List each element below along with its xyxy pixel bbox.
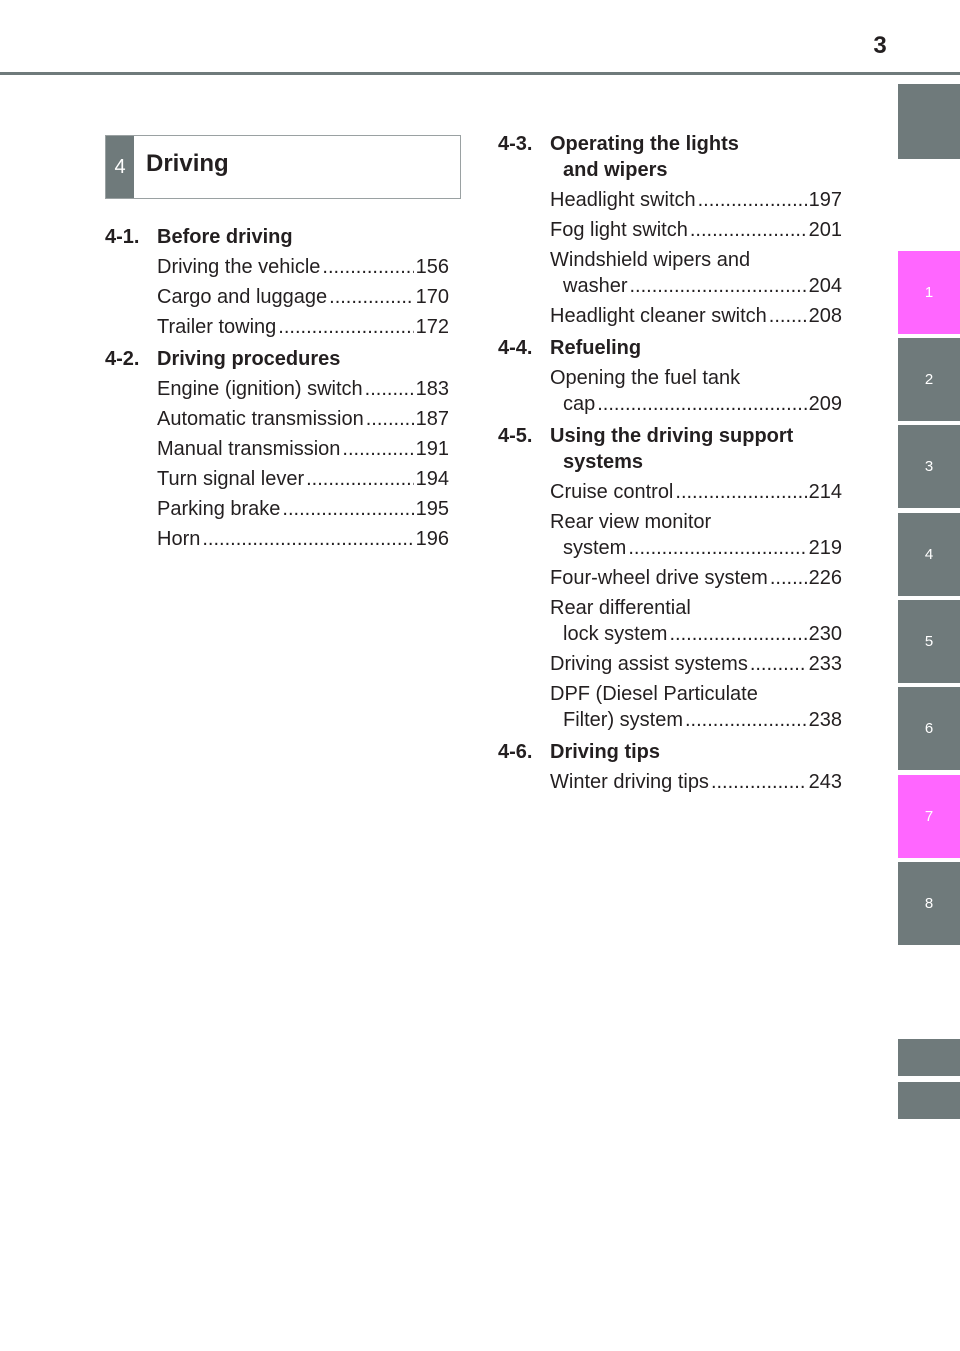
toc-entry-title: Trailer towing — [157, 316, 277, 338]
subsection-title — [550, 739, 842, 765]
toc-entry-title: Opening the fuel tank — [550, 367, 741, 389]
toc-entry[interactable] — [550, 565, 842, 591]
subsection-title — [550, 131, 842, 183]
toc-entry[interactable] — [550, 217, 842, 243]
toc-subsection-heading[interactable] — [498, 739, 842, 765]
toc-page-number: 233 — [808, 653, 842, 675]
dot-leader — [698, 187, 807, 213]
toc-group — [498, 131, 842, 329]
toc-group — [105, 346, 449, 552]
toc-entry[interactable] — [550, 479, 842, 505]
toc-page-number: 170 — [415, 286, 449, 308]
subsection-title-line: Before driving — [157, 226, 293, 248]
toc-page-number: 156 — [415, 256, 449, 278]
toc-page-number: 204 — [808, 275, 842, 297]
dot-leader — [306, 466, 414, 492]
header-divider — [0, 72, 960, 75]
toc-column-left — [105, 224, 449, 558]
subsection-number: 4-5. — [498, 425, 533, 447]
toc-page-number: 208 — [808, 305, 842, 327]
toc-group — [498, 335, 842, 417]
dot-leader — [202, 526, 413, 552]
toc-entry-title-line: washer — [563, 275, 628, 297]
chapter-tab-blank[interactable] — [898, 84, 960, 159]
dot-leader — [711, 769, 807, 795]
toc-entry-title: Headlight switch — [550, 189, 696, 211]
toc-entry-title: Four-wheel drive system — [550, 567, 768, 589]
toc-entry-title-line: lock system — [563, 623, 668, 645]
toc-entry-continuation — [550, 391, 842, 417]
chapter-tab-5[interactable]: 5 — [898, 600, 960, 683]
dot-leader — [366, 406, 414, 432]
toc-entry-title: Manual transmission — [157, 438, 341, 460]
toc-entry-title-line: system — [563, 537, 627, 559]
dot-leader — [669, 621, 806, 647]
chapter-tab-blank[interactable] — [898, 1082, 960, 1119]
subsection-number: 4-2. — [105, 348, 140, 370]
chapter-tab-7[interactable]: 7 — [898, 775, 960, 858]
toc-page-number: 230 — [808, 623, 842, 645]
toc-entry[interactable] — [157, 254, 449, 280]
subsection-number: 4-1. — [105, 226, 140, 248]
dot-leader — [690, 217, 807, 243]
subsection-title-line: Refueling — [550, 337, 642, 359]
toc-page-number: 209 — [808, 393, 842, 415]
toc-entry[interactable] — [550, 681, 842, 733]
dot-leader — [629, 273, 806, 299]
toc-entry-continuation — [550, 621, 842, 647]
toc-entry[interactable] — [550, 651, 842, 677]
toc-group — [498, 423, 842, 733]
toc-entry[interactable] — [550, 303, 842, 329]
toc-entry-continuation — [550, 273, 842, 299]
toc-page-number: 197 — [808, 189, 842, 211]
toc-entry[interactable] — [157, 376, 449, 402]
toc-entry[interactable] — [157, 406, 449, 432]
toc-subsection-heading[interactable] — [105, 346, 449, 372]
toc-page-number: 194 — [415, 468, 449, 490]
subsection-number: 4-4. — [498, 337, 533, 359]
toc-page-number: 243 — [808, 771, 842, 793]
toc-entry[interactable] — [550, 247, 842, 299]
toc-entry-title: Rear differential — [550, 597, 691, 619]
toc-entry-title: Driving the vehicle — [157, 256, 321, 278]
subsection-title — [157, 224, 449, 250]
dot-leader — [628, 535, 806, 561]
subsection-number: 4-3. — [498, 133, 533, 155]
toc-entry-title: Windshield wipers and — [550, 249, 751, 271]
dot-leader — [329, 284, 413, 310]
toc-entry-title: Horn — [157, 528, 201, 550]
toc-entry-title: Driving assist systems — [550, 653, 748, 675]
toc-entry-title-line: cap — [563, 393, 596, 415]
toc-subsection-heading[interactable] — [105, 224, 449, 250]
dot-leader — [597, 391, 806, 417]
dot-leader — [322, 254, 413, 280]
chapter-tab-blank[interactable] — [898, 1039, 960, 1076]
subsection-title-line: Using the driving support — [550, 425, 794, 447]
subsection-title-line: Driving tips — [550, 741, 661, 763]
toc-entry-title: Headlight cleaner switch — [550, 305, 767, 327]
toc-entry-title: Cruise control — [550, 481, 674, 503]
dot-leader — [282, 496, 413, 522]
toc-entry[interactable] — [550, 595, 842, 647]
subsection-title — [550, 423, 842, 475]
toc-entry[interactable] — [550, 509, 842, 561]
toc-page-number: 238 — [808, 709, 842, 731]
chapter-tab-6[interactable]: 6 — [898, 687, 960, 770]
section-header — [105, 135, 461, 199]
toc-entry[interactable] — [157, 466, 449, 492]
section-title: Driving — [146, 150, 229, 177]
toc-entry[interactable] — [157, 284, 449, 310]
toc-entry[interactable] — [157, 436, 449, 462]
dot-leader — [675, 479, 806, 505]
toc-page-number: 201 — [808, 219, 842, 241]
toc-column-right — [498, 131, 842, 801]
toc-entry[interactable] — [550, 365, 842, 417]
toc-page-number: 172 — [415, 316, 449, 338]
toc-entry-title: Cargo and luggage — [157, 286, 328, 308]
toc-page-number: 183 — [415, 378, 449, 400]
subsection-title-line: Driving procedures — [157, 348, 341, 370]
toc-entry-title: Engine (ignition) switch — [157, 378, 363, 400]
toc-page-number: 187 — [415, 408, 449, 430]
chapter-tab-3[interactable]: 3 — [898, 425, 960, 508]
chapter-tab-1[interactable]: 1 — [898, 251, 960, 334]
subsection-title-line: and wipers — [563, 159, 668, 181]
toc-page-number: 226 — [808, 567, 842, 589]
toc-entry-continuation — [550, 535, 842, 561]
dot-leader — [769, 303, 807, 329]
toc-entry-continuation — [550, 707, 842, 733]
toc-subsection-heading[interactable] — [498, 423, 842, 475]
subsection-title — [157, 346, 449, 372]
toc-entry[interactable] — [157, 526, 449, 552]
dot-leader — [278, 314, 413, 340]
dot-leader — [770, 565, 807, 591]
toc-entry-title: Rear view monitor — [550, 511, 712, 533]
toc-entry-title: Parking brake — [157, 498, 281, 520]
toc-entry[interactable] — [550, 769, 842, 795]
toc-entry[interactable] — [157, 496, 449, 522]
dot-leader — [342, 436, 413, 462]
page-number: 3 — [873, 32, 887, 59]
section-number: 4 — [106, 136, 134, 198]
toc-entry-title: Fog light switch — [550, 219, 688, 241]
toc-entry-title: DPF (Diesel Particulate — [550, 683, 758, 705]
toc-subsection-heading[interactable] — [498, 335, 842, 361]
dot-leader — [750, 651, 807, 677]
subsection-title-line: Operating the lights — [550, 133, 739, 155]
toc-entry[interactable] — [157, 314, 449, 340]
toc-entry-title-line: Filter) system — [563, 709, 683, 731]
toc-group — [105, 224, 449, 340]
chapter-tab-4[interactable]: 4 — [898, 513, 960, 596]
toc-page-number: 195 — [415, 498, 449, 520]
toc-page-number: 196 — [415, 528, 449, 550]
toc-page-number: 214 — [808, 481, 842, 503]
subsection-number: 4-6. — [498, 741, 533, 763]
chapter-tab-2[interactable]: 2 — [898, 338, 960, 421]
toc-group — [498, 739, 842, 795]
toc-page-number: 219 — [808, 537, 842, 559]
toc-entry-title: Automatic transmission — [157, 408, 364, 430]
toc-entry-title: Turn signal lever — [157, 468, 305, 490]
chapter-tab-8[interactable]: 8 — [898, 862, 960, 945]
subsection-title-line: systems — [563, 451, 644, 473]
dot-leader — [685, 707, 807, 733]
toc-entry[interactable] — [550, 187, 842, 213]
toc-entry-title: Winter driving tips — [550, 771, 709, 793]
toc-subsection-heading[interactable] — [498, 131, 842, 183]
toc-page-number: 191 — [415, 438, 449, 460]
dot-leader — [365, 376, 414, 402]
subsection-title — [550, 335, 842, 361]
